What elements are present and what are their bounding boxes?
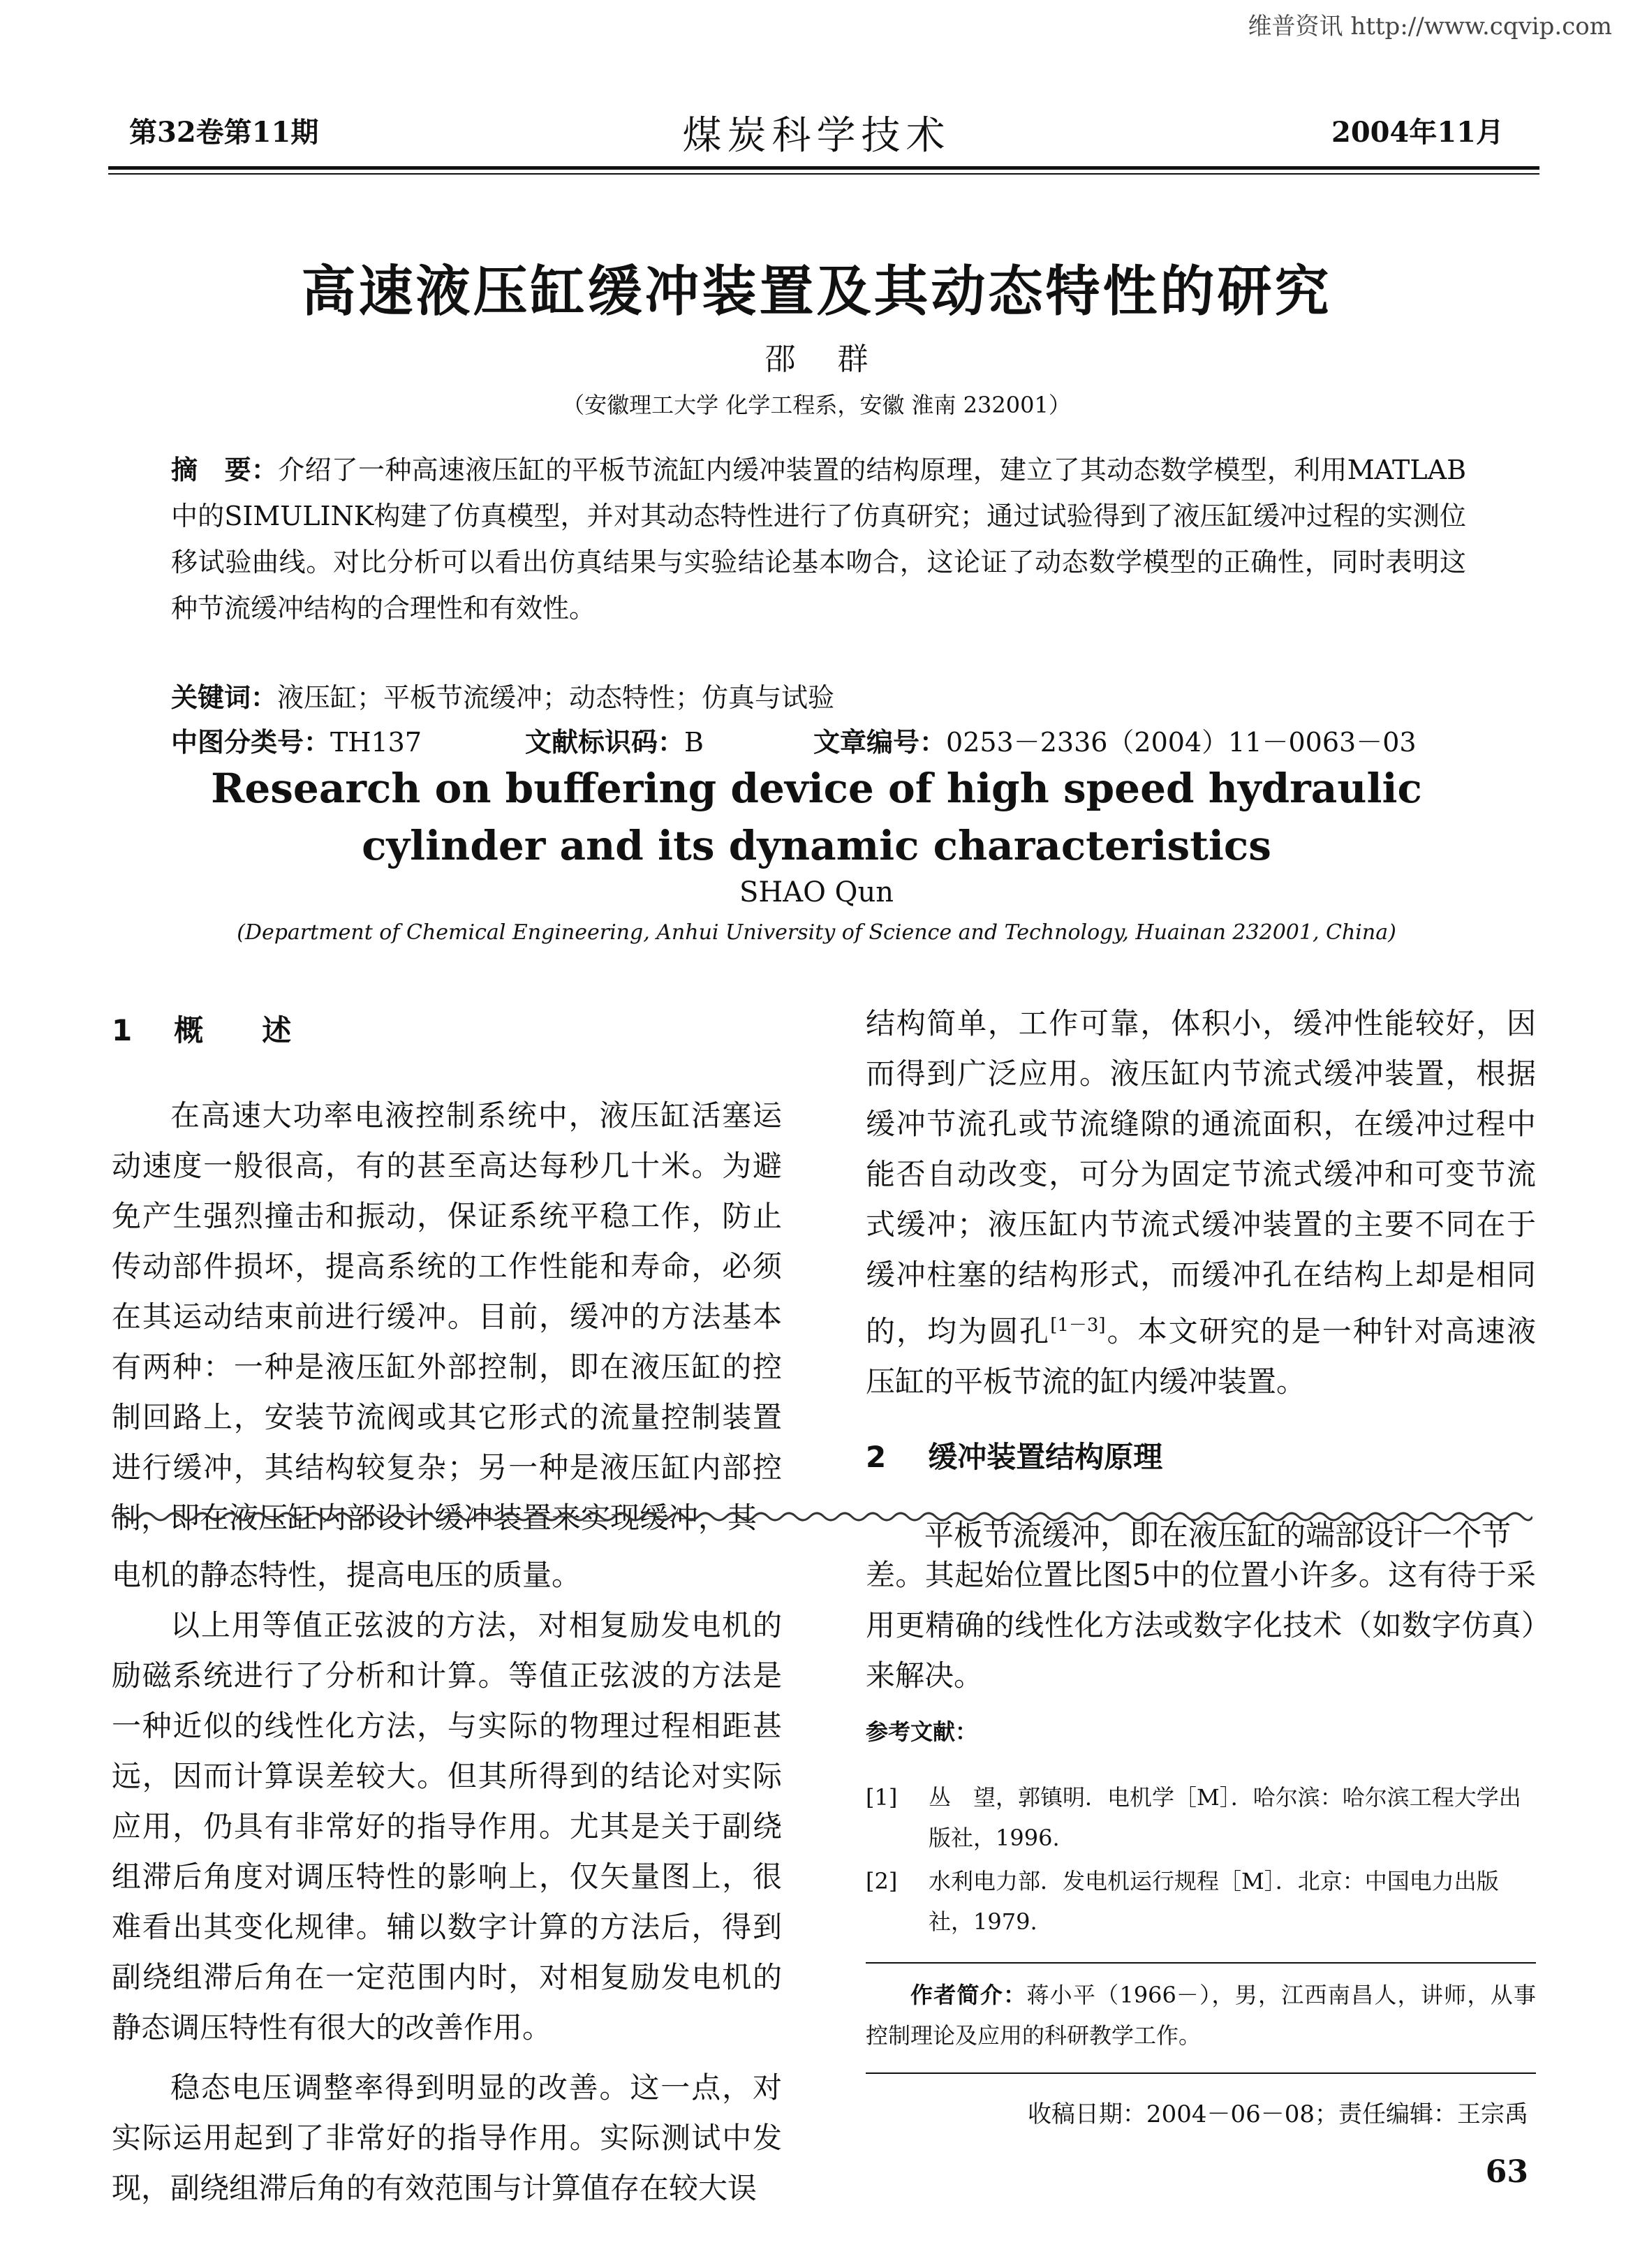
bio-rule — [866, 1962, 1536, 1964]
left-column-upper — [112, 999, 782, 1543]
references-list — [866, 1777, 1536, 1942]
reference-text: 丛 望，郭镇明．电机学［M］．哈尔滨：哈尔滨工程大学出版社，1996. — [929, 1784, 1521, 1851]
section-2-paragraph: 平板节流缓冲，即在液压缸的端部设计一个节 — [924, 1518, 1512, 1552]
author: 邵群 — [764, 341, 910, 377]
section-2-title: 缓冲装置结构原理 — [928, 1440, 1163, 1474]
journal-name: 煤炭科学技术 — [682, 113, 951, 159]
section-1-paragraph: 在高速大功率电液控制系统中，液压缸活塞运动速度一般很高，有的甚至高达每秒几十米。为避免产生强烈撞击和振动，保证系统平稳工作，防止传动部件损坏，提高系统的工作性能和寿命，必须在其运动结束前进行缓冲。目前，缓冲的方法基本有两种：一种是液压缸外部控制，即在液压缸的控制回路上，安装节流阀或其它形式的流量控制装置进行缓冲，其结构较复杂；另一种是液压缸内部控制，即在液压缸内部设计缓冲装置来实现缓冲，其 — [112, 1098, 782, 1535]
wavy-line-icon — [112, 1508, 1532, 1525]
english-author: SHAO Qun — [739, 876, 894, 908]
right-column-lower — [866, 1550, 1536, 1701]
clc — [171, 721, 422, 759]
doc-code-value: B — [684, 727, 704, 758]
bio-label: 作者简介： — [910, 1982, 1027, 2008]
section-1-text-a: 结构简单，工作可靠，体积小，缓冲性能较好，因而得到广泛应用。液压缸内节流式缓冲装置，根据缓冲节流孔或节流缝隙的通流面积，在缓冲过程中能否自动改变，可分为固定节流式缓冲和可变节流式缓冲；液压缸内节流式缓冲装置的主要不同在于缓冲柱塞的结构形式，而缓冲孔在结构上却是相同的，均为圆孔 — [866, 1006, 1536, 1348]
clc-label: 中图分类号： — [171, 727, 331, 758]
lower-right-paragraph-1: 差。其起始位置比图5中的位置小许多。这有待于采用更精确的线性化方法或数字化技术（如数字仿真）来解决。 — [866, 1558, 1536, 1693]
keywords-label: 关键词： — [171, 682, 278, 713]
section-1-number: 1 — [112, 1013, 133, 1047]
section-1-title: 概 述 — [174, 1013, 292, 1047]
article-number-label: 文章编号： — [813, 727, 947, 758]
left-column-lower — [112, 1550, 782, 2214]
section-2-heading — [866, 1432, 1536, 1482]
references-heading: 参考文献： — [866, 1718, 978, 1745]
received-date: 收稿日期：2004－06－08；责任编辑：王宗禹 — [1027, 2100, 1528, 2128]
reference-item — [866, 1777, 1536, 1858]
english-title-line1: Research on buffering device of high speed hydraulic — [211, 765, 1422, 812]
author-bio — [866, 1975, 1536, 2056]
section-1-text-b: 。本文研究的是一种针对高速液压缸的平板节流的缸内缓冲装置。 — [866, 1314, 1536, 1399]
affiliation: （安徽理工大学 化学工程系，安徽 淮南 232001） — [562, 392, 1071, 418]
abstract-text: 介绍了一种高速液压缸的平板节流缸内缓冲装置的结构原理，建立了其动态数学模型，利用MATLAB中的SIMULINK构建了仿真模型，并对其动态特性进行了仿真研究；通过试验得到了液压缸缓冲过程的实测位移试验曲线。对比分析可以看出仿真结果与实验结论基本吻合，这论证了动态数学模型的正确性，同时表明这种节流缓冲结构的合理性和有效性。 — [171, 455, 1466, 624]
page-number: 63 — [1485, 2154, 1528, 2190]
article-number-value: 0253－2336（2004）11－0063－03 — [946, 727, 1417, 758]
volume-label: 第32卷第11期 — [129, 116, 319, 149]
abstract — [171, 447, 1466, 631]
reference-item — [866, 1861, 1536, 1942]
section-1-continuation — [866, 999, 1536, 1407]
reference-number: [2] — [866, 1868, 898, 1894]
doc-code-label: 文献标识码： — [525, 727, 685, 758]
keywords — [171, 676, 834, 714]
received-rule — [866, 2072, 1536, 2074]
watermark: 维普资讯 http://www.cqvip.com — [1248, 13, 1612, 40]
header-rule-thin — [108, 173, 1539, 175]
section-1-heading — [112, 1006, 782, 1056]
reference-text: 水利电力部．发电机运行规程［M］．北京：中国电力出版社，1979. — [929, 1868, 1499, 1935]
issue-date: 2004年11月 — [1331, 116, 1504, 149]
lower-left-paragraph-2: 以上用等值正弦波的方法，对相复励发电机的励磁系统进行了分析和计算。等值正弦波的方法是一种近似的线性化方法，与实际的物理过程相距甚远，因而计算误差较大。但其所得到的结论对实际应用，仍具有非常好的指导作用。尤其是关于副绕组滞后角度对调压特性的影响上，仅矢量图上，很难看出其变化规律。辅以数字计算的方法后，得到副绕组滞后角在一定范围内时，对相复励发电机的静态调压特性有很大的改善作用。 — [112, 1608, 782, 2045]
english-title-line2: cylinder and its dynamic characteristics — [362, 822, 1271, 869]
section-2-number: 2 — [866, 1440, 887, 1474]
article-number — [813, 721, 1417, 759]
bio-text: 蒋小平（1966－），男，江西南昌人，讲师，从事控制理论及应用的科研教学工作。 — [866, 1982, 1536, 2049]
wavy-separator — [112, 1508, 1532, 1525]
lower-left-paragraph-1: 电机的静态特性，提高电压的质量。 — [112, 1558, 582, 1592]
right-column-upper — [866, 999, 1536, 1561]
reference-number: [1] — [866, 1784, 898, 1811]
keywords-text: 液压缸；平板节流缓冲；动态特性；仿真与试验 — [277, 682, 835, 713]
citation: [1－3] — [1050, 1315, 1106, 1336]
article-title: 高速液压缸缓冲装置及其动态特性的研究 — [301, 260, 1332, 323]
english-affiliation: (Department of Chemical Engineering, Anhui University of Science and Technology, Huainan 232001, China) — [237, 920, 1396, 945]
doc-code — [525, 721, 704, 759]
clc-value: TH137 — [330, 727, 422, 758]
lower-left-paragraph-3: 稳态电压调整率得到明显的改善。这一点，对实际运用起到了非常好的指导作用。实际测试中发现，副绕组滞后角的有效范围与计算值存在较大误 — [112, 2070, 782, 2205]
header-rule — [108, 166, 1539, 170]
abstract-label: 摘 要： — [171, 455, 279, 485]
english-title — [0, 760, 1633, 874]
